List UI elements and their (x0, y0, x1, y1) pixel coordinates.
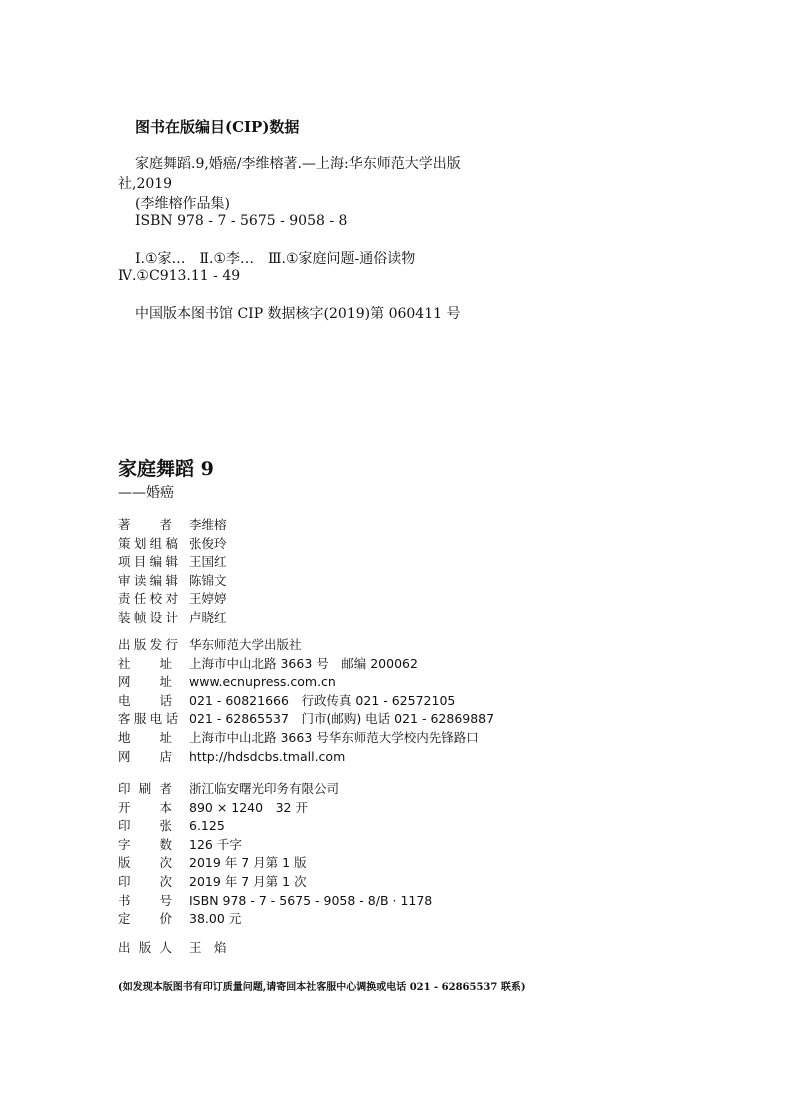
info-label-char: 校 (149, 591, 163, 607)
info-label-char: 书 (118, 892, 131, 908)
info-label (118, 939, 172, 958)
info-value: 890 × 1240 32 开 (189, 799, 308, 815)
info-label-char: 开 (118, 799, 131, 815)
info-label-char: 稿 (165, 535, 178, 551)
info-row (118, 655, 494, 674)
info-label (118, 636, 178, 655)
info-value: 38.00 元 (189, 911, 242, 927)
info-label-char: 行 (165, 637, 178, 652)
info-label (118, 692, 172, 711)
info-label-char: 著 (118, 517, 131, 532)
info-label (118, 799, 172, 818)
info-label-char: 址 (159, 655, 172, 671)
info-label-char: 出 (118, 940, 131, 955)
info-label-char: 本 (159, 799, 172, 815)
info-row (118, 854, 432, 873)
info-row (118, 535, 227, 554)
info-value: 李维榕 (189, 517, 227, 532)
info-label-char: 话 (165, 711, 178, 727)
info-row (118, 873, 432, 892)
info-value: 6.125 (189, 818, 225, 834)
info-label-char: 编 (149, 572, 163, 588)
info-value: 2019 年 7 月第 1 次 (189, 873, 307, 889)
info-label-char: 对 (165, 591, 178, 607)
info-label (118, 710, 178, 729)
info-label (118, 590, 178, 609)
info-row (118, 799, 432, 818)
info-label (118, 748, 172, 767)
info-row (118, 516, 227, 535)
info-row (118, 553, 227, 572)
info-label-char: 划 (133, 535, 147, 551)
info-label-char: 帧 (133, 609, 147, 625)
info-row (118, 609, 227, 628)
info-label (118, 817, 172, 836)
info-value: 王国红 (189, 554, 227, 570)
info-label (118, 836, 172, 855)
info-row (118, 836, 432, 855)
info-value: 华东师范大学出版社 (189, 637, 302, 652)
info-value: 021 - 62865537 门市(邮购) 电话 021 - 62869887 (189, 711, 495, 727)
info-label (118, 553, 178, 572)
info-row (118, 673, 494, 692)
info-label-char: 印 (118, 818, 131, 834)
info-value: 2019 年 7 月第 1 版 (189, 855, 307, 871)
info-label-char: 址 (159, 729, 172, 745)
info-label-char: 者 (159, 517, 172, 532)
info-label-char: 次 (159, 855, 172, 871)
info-label (118, 609, 178, 628)
info-value: 陈锦文 (189, 572, 227, 588)
info-label-char: 编 (149, 554, 163, 570)
info-value: 021 - 60821666 行政传真 021 - 62572105 (189, 692, 456, 708)
cip-heading: 图书在版编目(CIP)数据 (135, 118, 300, 136)
publisher-list (118, 636, 494, 766)
issuer-list (118, 939, 227, 958)
info-label-char: 计 (165, 609, 178, 625)
info-value: 卢晓红 (189, 609, 227, 625)
info-row (118, 729, 494, 748)
info-label-char: 号 (159, 892, 172, 908)
info-value: 浙江临安曙光印务有限公司 (189, 781, 340, 796)
info-label-char: 字 (118, 836, 131, 852)
info-label-char: 话 (159, 692, 172, 708)
info-label-char: 发 (149, 637, 163, 652)
info-row (118, 636, 494, 655)
info-value: 张俊玲 (189, 535, 227, 551)
info-label-char: 人 (159, 940, 172, 955)
info-label-char: 任 (133, 591, 147, 607)
info-row (118, 590, 227, 609)
cip-line-5: Ⅰ.①家… Ⅱ.①李… Ⅲ.①家庭问题-通俗读物 (135, 251, 416, 267)
info-label-char: 策 (118, 535, 131, 551)
info-label-char: 数 (159, 836, 172, 852)
info-label (118, 655, 172, 674)
info-label-char: 印 (118, 873, 131, 889)
info-label-char: 目 (133, 554, 147, 570)
info-label-char: 组 (149, 535, 163, 551)
cip-line-1: 家庭舞蹈.9,婚癌/李维榕著.—上海:华东师范大学出版 (135, 156, 461, 172)
info-row (118, 892, 432, 911)
info-label-char: 网 (118, 674, 131, 690)
info-label-char: 址 (159, 674, 172, 690)
info-label (118, 673, 172, 692)
info-label-char: 者 (159, 781, 172, 796)
info-row (118, 817, 432, 836)
info-label-char: 辑 (165, 572, 178, 588)
info-label-char: 地 (118, 729, 131, 745)
info-label-char: 电 (118, 692, 131, 708)
book-subtitle: ——婚癌 (118, 485, 174, 501)
info-value: ISBN 978 - 7 - 5675 - 9058 - 8/B · 1178 (189, 892, 433, 908)
info-label-char: 版 (138, 940, 152, 955)
info-value: 126 千字 (189, 836, 242, 852)
info-label (118, 729, 172, 748)
info-label-char: 辑 (165, 554, 178, 570)
info-label-char: 版 (118, 855, 131, 871)
footer-note: (如发现本版图书有印订质量问题,请寄回本社客服中心调换或电话 021 - 62865537 联系) (118, 982, 526, 993)
info-label-char: 张 (159, 818, 172, 834)
info-label (118, 873, 172, 892)
info-value: 上海市中山北路 3663 号华东师范大学校内先锋路口 (189, 729, 479, 745)
info-label-char: 网 (118, 748, 131, 764)
info-label-char: 读 (133, 572, 147, 588)
info-label-char: 出 (118, 637, 131, 652)
staff-list (118, 516, 227, 628)
info-row (118, 710, 494, 729)
info-label-char: 审 (118, 572, 131, 588)
info-label-char: 印 (118, 781, 131, 796)
info-value: 王 焰 (189, 940, 227, 955)
info-row (118, 780, 432, 799)
info-value: www.ecnupress.com.cn (189, 674, 336, 690)
cip-line-4: ISBN 978 - 7 - 5675 - 9058 - 8 (135, 213, 348, 229)
info-value: 上海市中山北路 3663 号 邮编 200062 (189, 655, 418, 671)
info-label-char: 装 (118, 609, 131, 625)
info-label-char: 店 (159, 748, 172, 764)
book-title: 家庭舞蹈 9 (118, 458, 214, 480)
info-value: http://hdsdcbs.tmall.com (189, 748, 346, 764)
info-label-char: 次 (159, 873, 172, 889)
info-label (118, 910, 172, 929)
info-value: 王婷婷 (189, 591, 227, 607)
cip-line-6: Ⅳ.①C913.11 - 49 (118, 268, 241, 284)
info-row (118, 748, 494, 767)
info-row (118, 572, 227, 591)
cip-line-3: (李维榕作品集) (135, 196, 230, 212)
info-row (118, 910, 432, 929)
info-label (118, 780, 172, 799)
info-label-char: 定 (118, 911, 131, 927)
info-row (118, 692, 494, 711)
info-label-char: 社 (118, 655, 131, 671)
info-row (118, 939, 227, 958)
info-label (118, 854, 172, 873)
info-label-char: 客 (118, 711, 131, 727)
info-label-char: 责 (118, 591, 131, 607)
info-label (118, 892, 172, 911)
cip-line-7: 中国版本图书馆 CIP 数据核字(2019)第 060411 号 (135, 306, 461, 322)
info-label-char: 版 (133, 637, 147, 652)
printing-list (118, 780, 432, 929)
info-label-char: 价 (159, 911, 172, 927)
info-label (118, 572, 178, 591)
info-label-char: 刷 (138, 781, 152, 796)
info-label-char: 服 (133, 711, 147, 727)
info-label-char: 项 (118, 554, 131, 570)
info-label (118, 535, 178, 554)
cip-line-2: 社,2019 (118, 176, 173, 192)
info-label-char: 电 (149, 711, 163, 727)
info-label-char: 设 (149, 609, 163, 625)
info-label (118, 516, 172, 535)
